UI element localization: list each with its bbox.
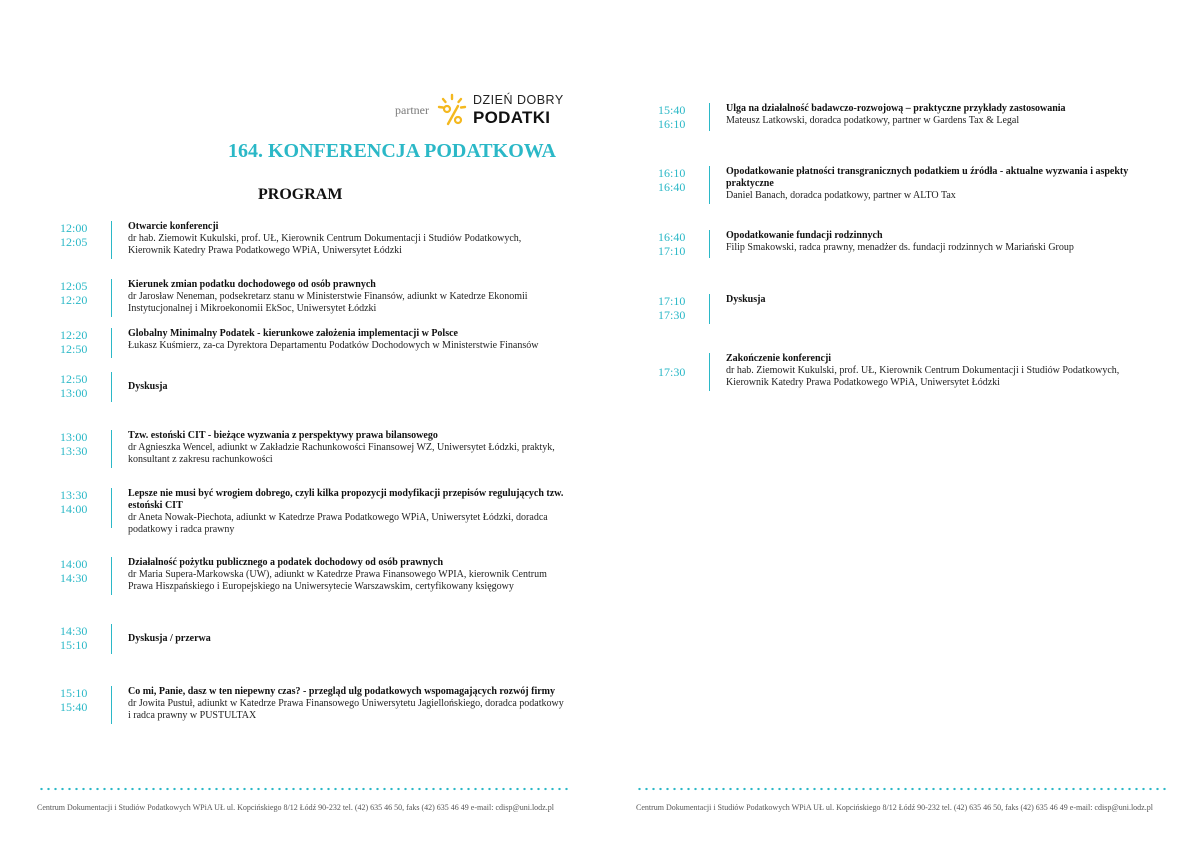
end-time: 15:10 [60,638,88,652]
time-range [60,624,100,654]
start-time: 16:10 [658,166,686,180]
session-title: Co mi, Panie, dasz w ten niepewny czas? - przegląd ulg podatkowych wspomagających rozwój firmy [128,686,556,697]
speaker-line: konsultant z zakresu rachunkowości [128,454,273,465]
start-time: 17:30 [658,365,686,379]
end-time: 13:30 [60,444,88,458]
session-details [128,430,555,468]
footer-dotted-rule [38,787,568,791]
end-time: 12:20 [60,293,88,307]
time-range [60,430,100,468]
agenda-item [60,372,580,402]
start-time: 15:10 [60,686,88,700]
session-title: Lepsze nie musi być wrogiem dobrego, czyli kilka propozycji modyfikacji przepisów regulujących tzw. estoński CIT [128,488,564,511]
end-time: 15:40 [60,700,88,714]
time-divider [709,166,710,204]
start-time: 12:20 [60,328,88,342]
speaker-line: Prawa Hiszpańskiego i Europejskiego na Uniwersytecie Warszawskim, certyfikowany księgowy [128,581,514,592]
program-heading: PROGRAM [258,186,343,203]
session-details [128,279,528,317]
time-range [60,686,100,724]
start-time: 14:30 [60,624,88,638]
session-title: Dyskusja [726,294,766,305]
time-range [658,294,698,324]
speaker-line: dr Aneta Nowak-Piechota, adiunkt w Katedrze Prawa Podatkowego WPiA, Uniwersytet Łódzki, doradca [128,512,548,523]
session-details [128,557,547,595]
speaker-line: dr Jowita Pustuł, adiunkt w Katedrze Prawa Finansowego Uniwersytetu Jagiellońskiego, doradca podatkowy [128,698,564,709]
agenda-item [60,328,580,358]
sun-percent-icon [437,93,467,127]
agenda-item [658,294,1158,324]
session-title: Działalność pożytku publicznego a podatek dochodowy od osób prawnych [128,557,444,568]
speaker-line: i radca prawny w PUSTULTAX [128,710,257,721]
start-time: 13:00 [60,430,88,444]
agenda-item [60,624,580,654]
session-details [128,372,167,402]
session-details [128,221,521,259]
time-range [60,221,100,259]
session-title: Otwarcie konferencji [128,221,219,232]
time-range [60,328,100,358]
time-divider [111,686,112,724]
session-title: Dyskusja [128,381,168,392]
end-time: 12:50 [60,342,88,356]
session-title: Tzw. estoński CIT - bieżące wyzwania z perspektywy prawa bilansowego [128,430,438,441]
footer-address: Centrum Dokumentacji i Studiów Podatkowych WPiA UŁ ul. Kopcińskiego 8/12 Łódź 90-232 tel. (42) 635 46 50, faks (42) 635 46 49 e-mail: cdisp@uni.lodz.pl [37,803,554,812]
time-divider [111,328,112,358]
time-divider [709,353,710,391]
speaker-line: Instytucjonalnej i Mikroekonomii EkSoc, Uniwersytet Łódzki [128,303,377,314]
time-range [60,557,100,595]
logo-line-1: DZIEŃ DOBRY [472,93,564,108]
end-time: 14:30 [60,571,88,585]
session-details [128,328,538,358]
agenda-item [60,430,580,468]
session-details [726,103,1066,131]
speaker-line: Filip Smakowski, radca prawny, menadżer ds. fundacji rodzinnych w Mariański Group [726,242,1074,253]
agenda-item [60,221,580,259]
logo-line-2: PODATKI [472,107,551,127]
session-title: Kierunek zmian podatku dochodowego od osób prawnych [128,279,376,290]
time-divider [709,103,710,131]
time-divider [111,430,112,468]
session-details [726,230,1074,258]
agenda-item [658,230,1158,258]
partner-logo-text [473,94,564,126]
footer-address: Centrum Dokumentacji i Studiów Podatkowych WPiA UŁ ul. Kopcińskiego 8/12 Łódź 90-232 tel. (42) 635 46 50, faks (42) 635 46 49 e-mail: cdisp@uni.lodz.pl [636,803,1153,812]
speaker-line: Daniel Banach, doradca podatkowy, partner w ALTO Tax [726,190,956,201]
time-range [60,488,100,536]
end-time: 16:40 [658,180,686,194]
session-details [726,294,765,324]
start-time: 17:10 [658,294,686,308]
start-time: 12:00 [60,221,88,235]
footer-dotted-rule [636,787,1166,791]
end-time: 17:30 [658,308,686,322]
start-time: 12:05 [60,279,88,293]
session-title: Globalny Minimalny Podatek - kierunkowe założenia implementacji w Polsce [128,328,458,339]
agenda-item [658,353,1158,391]
start-time: 14:00 [60,557,88,571]
time-range [60,279,100,317]
time-range [658,353,698,391]
conference-title: 164. KONFERENCJA PODATKOWA [228,140,556,162]
time-divider [111,624,112,654]
time-divider [709,230,710,258]
session-details [726,353,1119,391]
start-time: 13:30 [60,488,88,502]
time-range [658,166,698,204]
start-time: 15:40 [658,103,686,117]
speaker-line: Kierownik Katedry Prawa Podatkowego WPiA, Uniwersytet Łódzki [726,377,1000,388]
agenda-item [60,279,580,317]
time-divider [111,279,112,317]
speaker-line: Łukasz Kuśmierz, za-ca Dyrektora Departamentu Podatków Dochodowych w Ministerstwie Finansów [128,340,539,351]
end-time: 16:10 [658,117,686,131]
speaker-line: dr hab. Ziemowit Kukulski, prof. UŁ, Kierownik Centrum Dokumentacji i Studiów Podatkowych, [726,365,1120,376]
session-title: Opodatkowanie płatności transgranicznych podatkiem u źródła - aktualne wyzwania i aspekty praktyczne [726,166,1129,189]
partner-label: partner [395,102,429,117]
time-range [658,230,698,258]
time-divider [111,488,112,528]
agenda-item [60,557,580,595]
start-time: 12:50 [60,372,88,386]
end-time: 13:00 [60,386,88,400]
time-range [60,372,100,402]
speaker-line: dr Jarosław Neneman, podsekretarz stanu w Ministerstwie Finansów, adiunkt w Katedrze Ekonomii [128,291,528,302]
time-divider [111,221,112,259]
speaker-line: Kierownik Katedry Prawa Podatkowego WPiA, Uniwersytet Łódzki [128,245,402,256]
speaker-line: dr Maria Supera-Markowska (UW), adiunkt w Katedrze Prawa Finansowego WPIA, kierownik Centrum [128,569,547,580]
speaker-line: dr Agnieszka Wencel, adiunkt w Zakładzie Rachunkowości Finansowej WZ, Uniwersytet Łódzki, praktyk, [128,442,555,453]
agenda-item [60,488,580,536]
session-title: Dyskusja / przerwa [128,633,211,644]
time-range [658,103,698,131]
session-details [128,686,564,724]
start-time: 16:40 [658,230,686,244]
session-title: Opodatkowanie fundacji rodzinnych [726,230,883,241]
speaker-line: podatkowy i radca prawny [128,524,235,535]
end-time: 12:05 [60,235,88,249]
session-details [128,488,578,536]
agenda-item [658,166,1158,204]
time-divider [111,372,112,402]
partner-block [395,92,564,128]
time-divider [111,557,112,595]
speaker-line: Mateusz Latkowski, doradca podatkowy, partner w Gardens Tax & Legal [726,115,1020,126]
time-divider [709,294,710,324]
speaker-line: dr hab. Ziemowit Kukulski, prof. UŁ, Kierownik Centrum Dokumentacji i Studiów Podatkowych, [128,233,522,244]
end-time: 14:00 [60,502,88,516]
session-title: Zakończenie konferencji [726,353,832,364]
session-details [726,166,1136,204]
agenda-item [658,103,1158,131]
agenda-item [60,686,580,724]
session-title: Ulga na działalność badawczo-rozwojową – praktyczne przykłady zastosowania [726,103,1066,114]
session-details [128,624,211,654]
end-time: 17:10 [658,244,686,258]
